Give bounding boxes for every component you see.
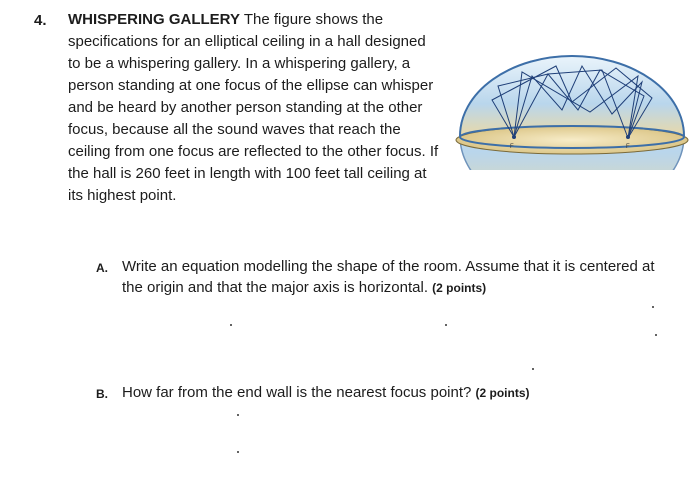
part-b-question: How far from the end wall is the nearest focus point? <box>122 384 472 401</box>
part-b-letter: B. <box>96 387 108 401</box>
part-a-letter: A. <box>96 261 108 275</box>
part-a <box>96 256 656 299</box>
focus-right-point <box>626 135 630 139</box>
stray-dot <box>445 324 447 326</box>
stray-dot <box>230 324 232 326</box>
stray-dot <box>532 368 534 370</box>
stray-dot <box>655 334 657 336</box>
stray-dot <box>237 414 239 416</box>
part-b <box>96 382 656 404</box>
focus-left-point <box>512 135 516 139</box>
part-a-points: (2 points) <box>432 281 487 295</box>
question-text <box>68 9 440 207</box>
question-number: 4. <box>34 12 47 29</box>
part-a-question: Write an equation modelling the shape of the room. Assume that it is centered at the origin and that the major axis is horizontal. <box>122 258 655 296</box>
question-body: The figure shows the specifications for an elliptical ceiling in a hall designed to be a whispering gallery. In a whispering gallery, a person standing at one focus of the ellipse can whisper and be heard by another person standing at the other focus, because all the sound waves that reach the ceiling from one focus are reflected to the other focus. If the hall is 260 feet in length with 100 feet tall ceiling at its highest point. <box>68 11 439 204</box>
part-a-text <box>122 256 656 299</box>
focus-right-label: F <box>626 144 630 150</box>
dome-arc <box>460 56 684 136</box>
focus-left-label: F <box>510 144 514 150</box>
stray-dot <box>237 451 239 453</box>
part-b-text <box>122 382 656 404</box>
stray-dot <box>652 306 654 308</box>
part-b-points: (2 points) <box>475 386 530 400</box>
question-title: WHISPERING GALLERY <box>68 11 240 28</box>
whispering-gallery-figure <box>452 40 692 170</box>
